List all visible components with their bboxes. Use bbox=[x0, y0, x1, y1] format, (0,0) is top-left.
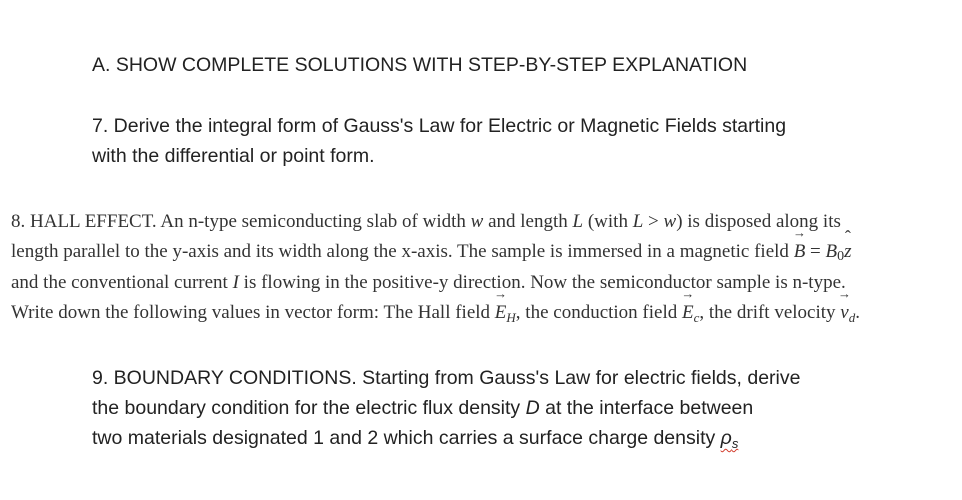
vector-v-drift: → v bbox=[840, 298, 848, 328]
question-8-line-4: Write down the following values in vector form: The Hall field → $E_H$, the conduction field → $E_c$, the drift velocity → $v_d$. bbox=[11, 298, 860, 328]
question-8-line-2: length parallel to the y-axis and its width along the x-axis. The sample is immersed in a magnetic field → B = B0ˆ z bbox=[11, 237, 860, 269]
question-7-line-2: with the differential or point form. bbox=[92, 145, 375, 167]
question-7 bbox=[92, 111, 786, 171]
question-7-line-1: 7. Derive the integral form of Gauss's Law for Electric or Magnetic Fields starting bbox=[92, 115, 787, 137]
question-8-line-1: 8. HALL EFFECT. An n-type semiconducting slab of width w and length L (with L > w) is disposed along its bbox=[11, 211, 841, 232]
question-8-line-3: and the conventional current I is flowing in the positive-y direction. Now the semiconductor sample is n-type. bbox=[11, 272, 846, 293]
question-9-line-2: the boundary condition for the electric flux density D at the interface between bbox=[92, 397, 754, 419]
question-9-line-1: 9. BOUNDARY CONDITIONS. Starting from Gauss's Law for electric fields, derive bbox=[92, 367, 801, 389]
question-9 bbox=[92, 363, 800, 453]
question-8 bbox=[11, 207, 860, 327]
section-heading: A. SHOW COMPLETE SOLUTIONS WITH STEP-BY-STEP EXPLANATION bbox=[92, 54, 748, 76]
vector-B: → B bbox=[794, 237, 806, 267]
vector-E-conduction: → E bbox=[682, 298, 694, 328]
vector-E-hall: → E bbox=[495, 298, 507, 328]
spellcheck-flagged-symbol: $\rho_s$ bbox=[720, 427, 739, 451]
question-9-line-3: two materials designated 1 and 2 which carries a surface charge density $\rho_s$ bbox=[92, 427, 739, 451]
unit-vector-z: ˆ z bbox=[844, 237, 851, 267]
